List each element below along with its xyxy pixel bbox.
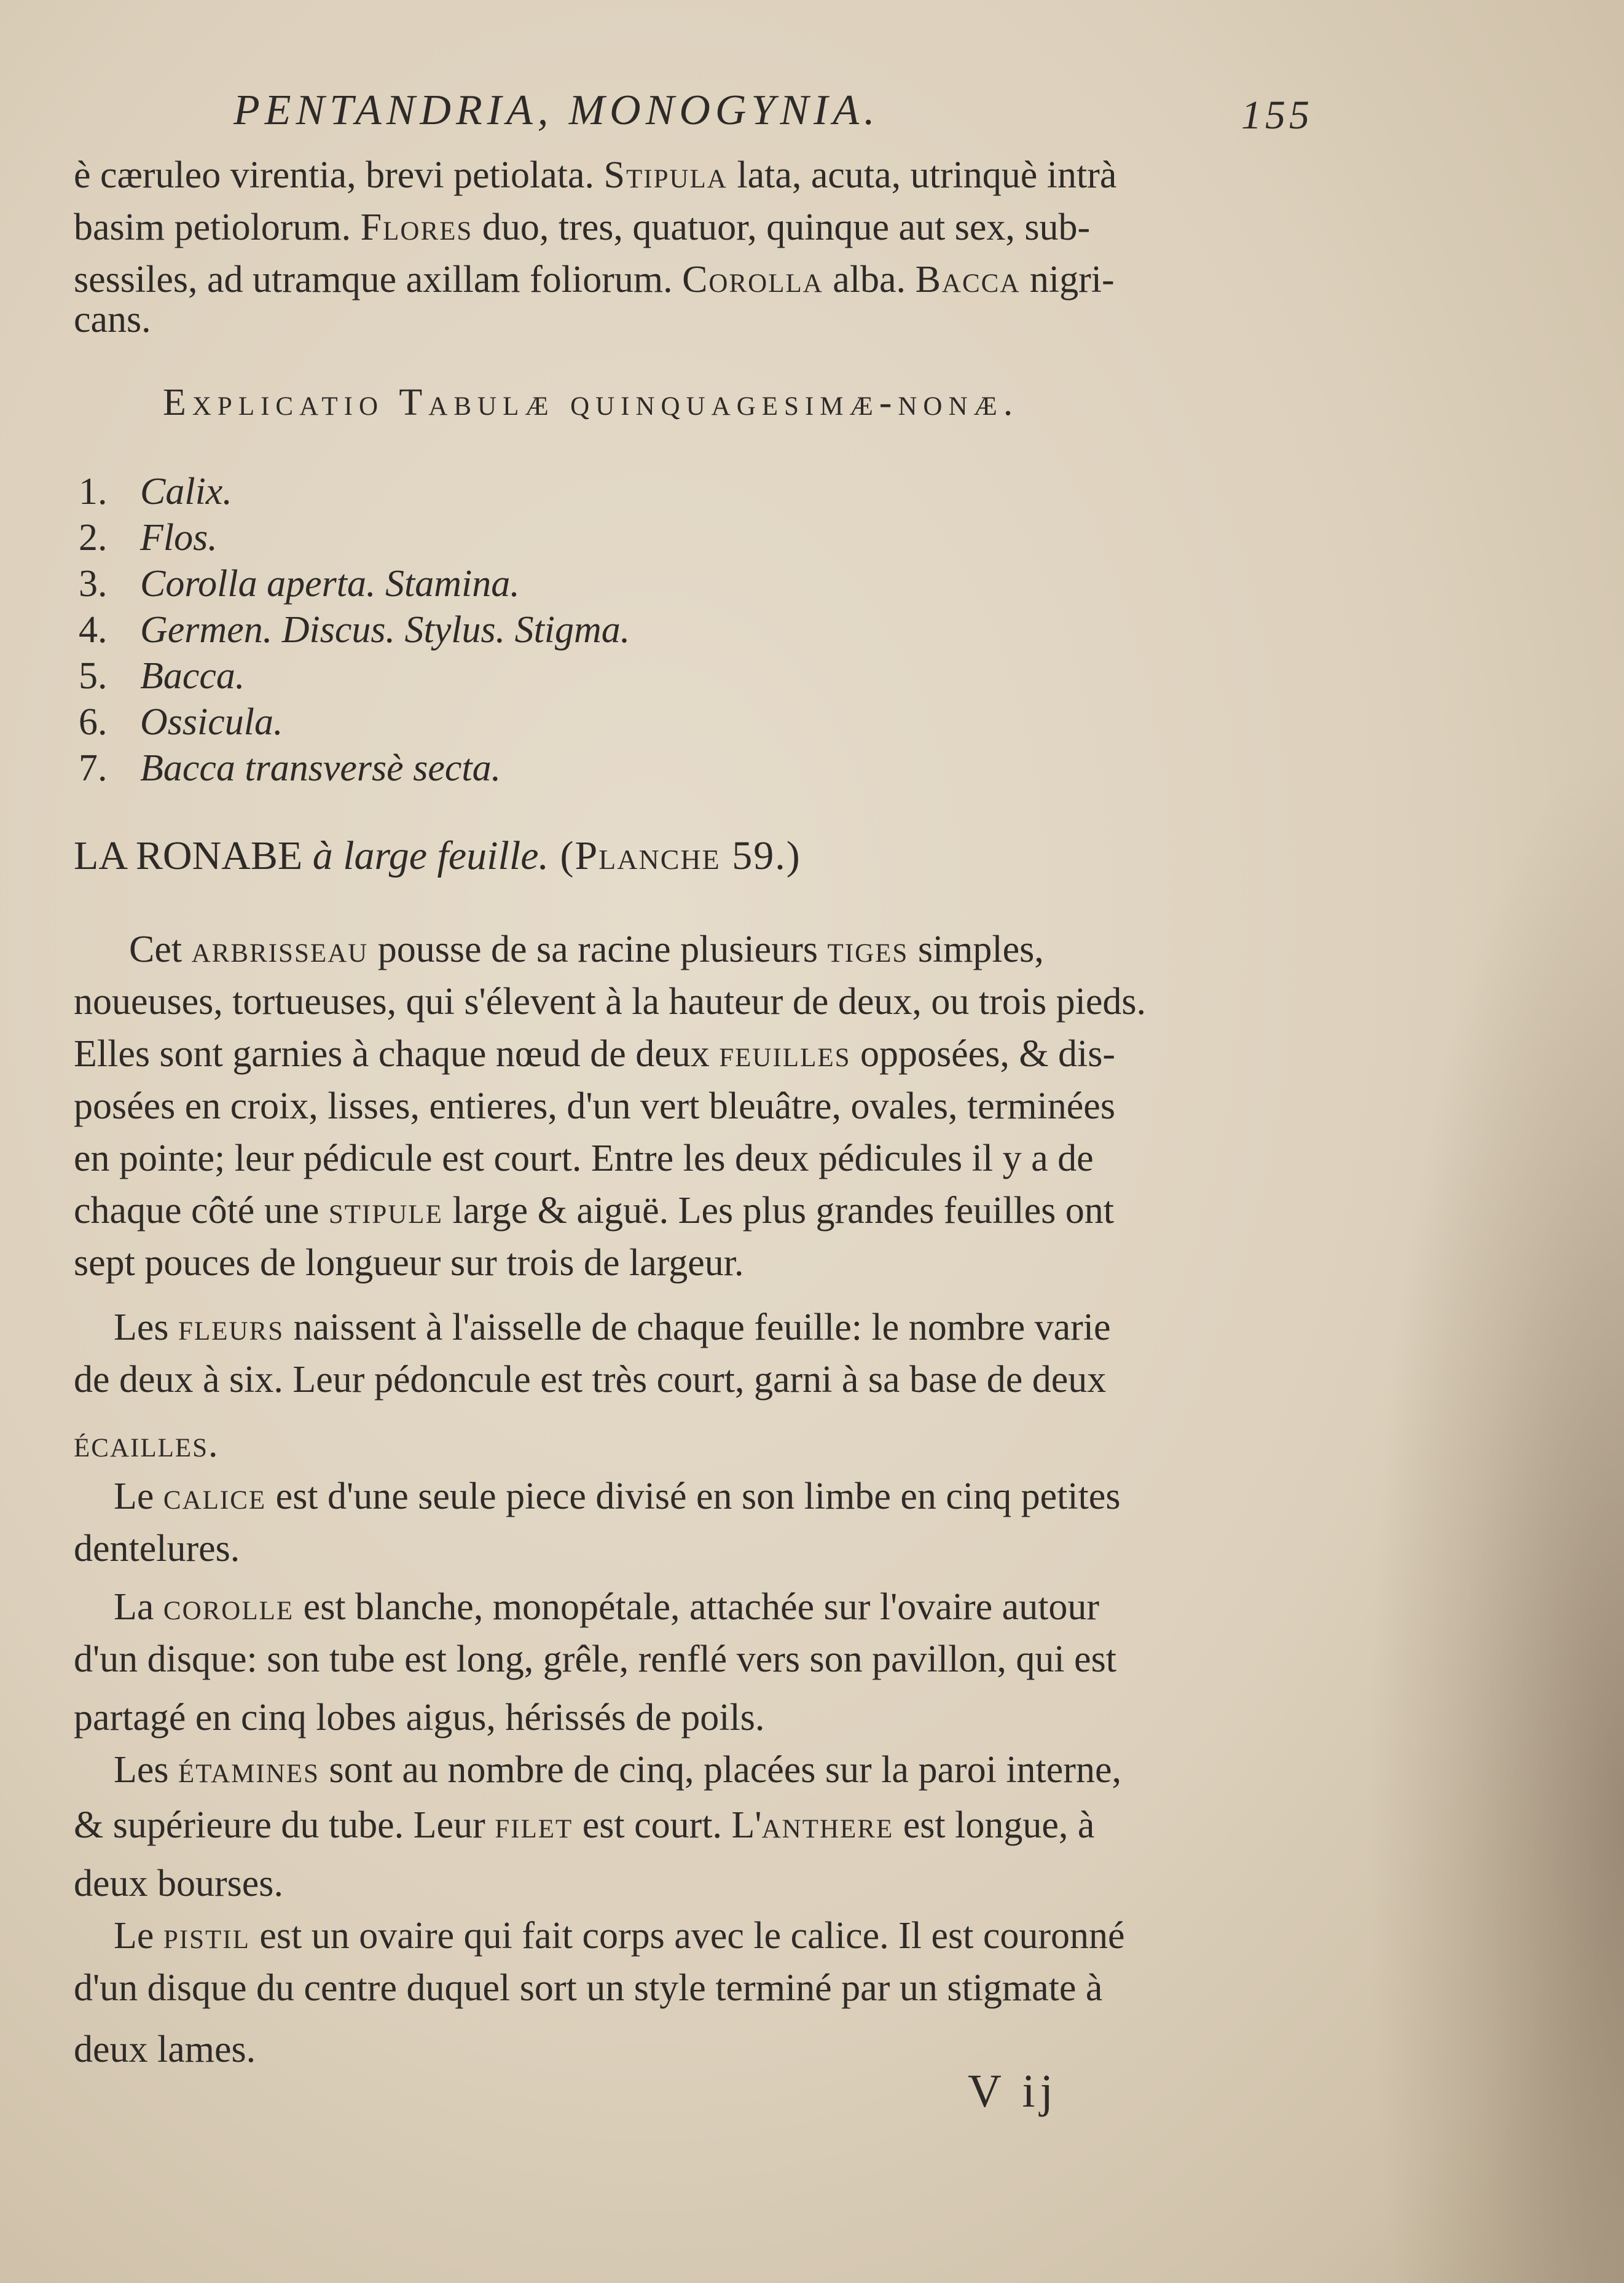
- page-number: 155: [1241, 93, 1313, 138]
- section-title: LA RONABE à large feuille. (Planche 59.): [74, 833, 801, 878]
- explicatio-heading: Explicatio Tabulæ quinquagesimæ-nonæ.: [163, 382, 1019, 423]
- latin-line-3: sessiles, ad utramque axillam foliorum. Corolla alba. Bacca nigri-: [74, 259, 1115, 301]
- term-flores: Flores: [360, 206, 473, 248]
- body-line: dentelures.: [74, 1528, 240, 1570]
- body-line: Le calice est d'une seule piece divisé en son limbe en cinq petites: [114, 1476, 1121, 1517]
- term-stipula: Stipula: [603, 154, 728, 196]
- body-line: Le pistil est un ovaire qui fait corps avec le calice. Il est couronné: [114, 1915, 1125, 1957]
- latin-line-4: cans.: [74, 299, 151, 340]
- plate-legend-item: 3. Corolla aperta. Stamina.: [79, 563, 520, 605]
- body-line: partagé en cinq lobes aigus, hérissés de poils.: [74, 1697, 765, 1739]
- body-line: posées en croix, lisses, entieres, d'un vert bleuâtre, ovales, terminées: [74, 1085, 1115, 1127]
- body-line: Les fleurs naissent à l'aisselle de chaque feuille: le nombre varie: [114, 1307, 1111, 1348]
- body-line: Elles sont garnies à chaque nœud de deux feuilles opposées, & dis-: [74, 1033, 1116, 1075]
- body-line: deux lames.: [74, 2029, 256, 2070]
- body-line: Les étamines sont au nombre de cinq, placées sur la paroi interne,: [114, 1749, 1121, 1791]
- plate-legend-item: 4. Germen. Discus. Stylus. Stigma.: [79, 609, 630, 651]
- body-line: noueuses, tortueuses, qui s'élevent à la hauteur de deux, ou trois pieds.: [74, 981, 1147, 1023]
- body-line: chaque côté une stipule large & aiguë. Les plus grandes feuilles ont: [74, 1190, 1115, 1232]
- running-header: PENTANDRIA, MONOGYNIA.: [233, 87, 880, 134]
- body-line: d'un disque: son tube est long, grêle, renflé vers son pavillon, qui est: [74, 1638, 1116, 1680]
- body-line: La corolle est blanche, monopétale, attachée sur l'ovaire autour: [114, 1586, 1100, 1628]
- plate-legend-item: 5. Bacca.: [79, 655, 245, 697]
- plate-legend-item: 2. Flos.: [79, 517, 218, 559]
- plate-legend-item: 1. Calix.: [79, 471, 232, 513]
- body-line: de deux à six. Leur pédoncule est très court, garni à sa base de deux: [74, 1359, 1107, 1401]
- body-line: d'un disque du centre duquel sort un style terminé par un stigmate à: [74, 1967, 1103, 2009]
- body-line: deux bourses.: [74, 1863, 283, 1904]
- signature-mark: V ij: [968, 2065, 1058, 2117]
- body-line: & supérieure du tube. Leur filet est court. L'anthere est longue, à: [74, 1804, 1095, 1846]
- latin-line-1: è cæruleo virentia, brevi petiolata. Stipula lata, acuta, utrinquè intrà: [74, 154, 1117, 196]
- term-bacca: Bacca: [915, 259, 1021, 301]
- body-line: écailles.: [74, 1423, 219, 1465]
- term-corolla: Corolla: [682, 259, 823, 301]
- plate-legend-item: 6. Ossicula.: [79, 701, 283, 743]
- plate-legend-item: 7. Bacca transversè secta.: [79, 747, 501, 789]
- body-line: en pointe; leur pédicule est court. Entre les deux pédicules il y a de: [74, 1138, 1094, 1179]
- latin-line-2: basim petiolorum. Flores duo, tres, quatuor, quinque aut sex, sub-: [74, 206, 1091, 248]
- body-line: sept pouces de longueur sur trois de largeur.: [74, 1242, 744, 1284]
- body-line: Cet arbrisseau pousse de sa racine plusieurs tiges simples,: [129, 929, 1044, 970]
